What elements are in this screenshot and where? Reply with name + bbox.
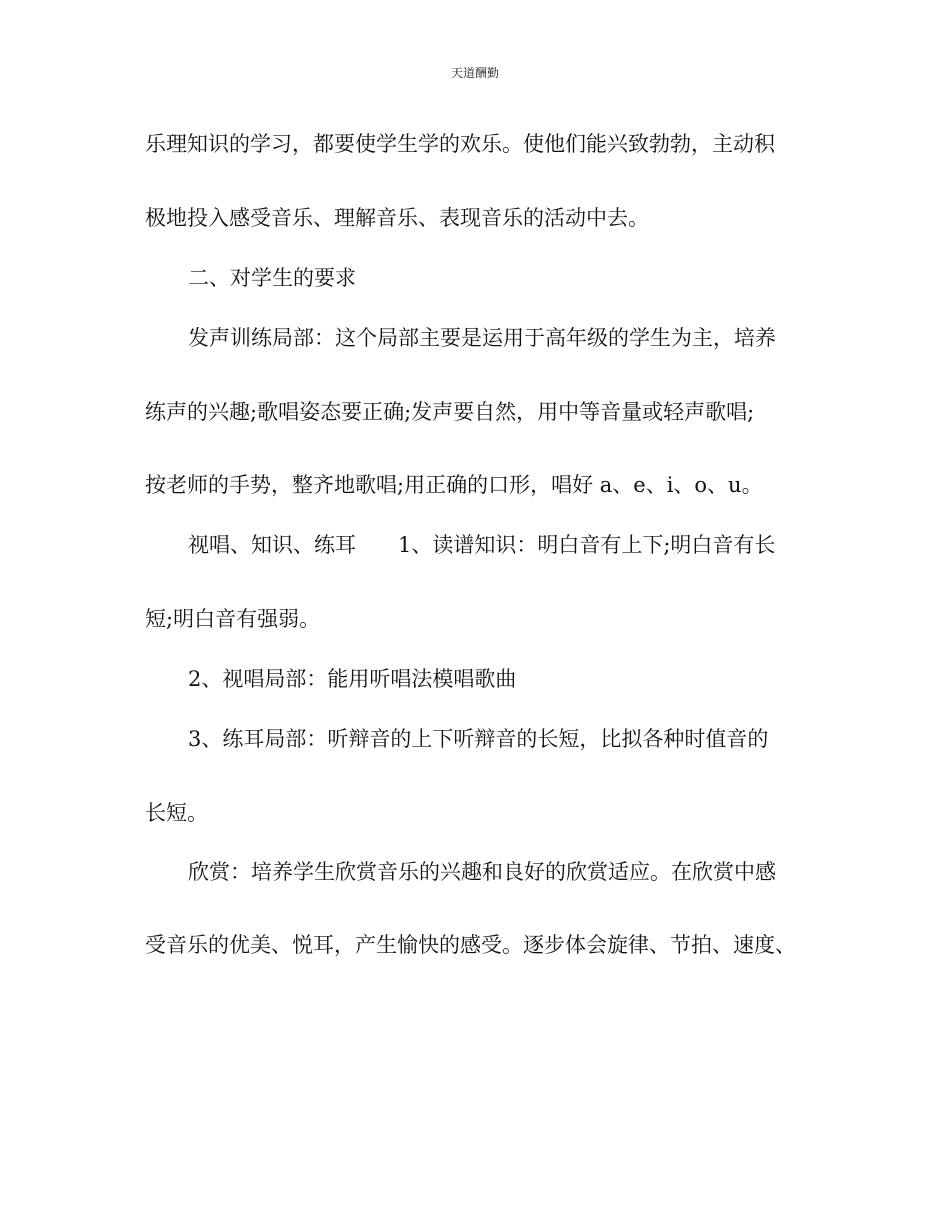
section-heading: 二、对学生的要求 <box>188 266 356 290</box>
sight-singing-text: 1、读谱知识：明白音有上下;明白音有长 <box>398 533 776 557</box>
sight-singing-line <box>188 531 775 559</box>
paragraph-line: 3、练耳局部：听辩音的上下听辩音的长短，比拟各种时值音的 <box>188 727 769 751</box>
paragraph-line: 发声训练局部：这个局部主要是运用于高年级的学生为主，培养 <box>188 326 776 350</box>
paragraph-line: 2、视唱局部：能用听唱法模唱歌曲 <box>188 667 517 691</box>
page-header: 天道酬勤 <box>450 66 499 80</box>
sight-singing-label: 视唱、知识、练耳 <box>188 533 356 557</box>
paragraph-line: 练声的兴趣;歌唱姿态要正确;发声要自然，用中等音量或轻声歌唱; <box>145 400 755 424</box>
paragraph-line: 长短。 <box>145 801 208 825</box>
paragraph-line: 欣赏：培养学生欣赏音乐的兴趣和良好的欣赏适应。在欣赏中感 <box>188 860 776 884</box>
paragraph-line: 按老师的手势，整齐地歌唱;用正确的口形，唱好 a、e、i、o、u。 <box>145 473 763 497</box>
paragraph-line: 乐理知识的学习，都要使学生学的欢乐。使他们能兴致勃勃，主动积 <box>145 132 775 156</box>
paragraph-line: 极地投入感受音乐、理解音乐、表现音乐的活动中去。 <box>145 206 649 230</box>
paragraph-line: 短;明白音有强弱。 <box>145 607 321 631</box>
paragraph-line: 受音乐的优美、悦耳，产生愉快的感受。逐步体会旋律、节拍、速度、 <box>145 933 796 957</box>
